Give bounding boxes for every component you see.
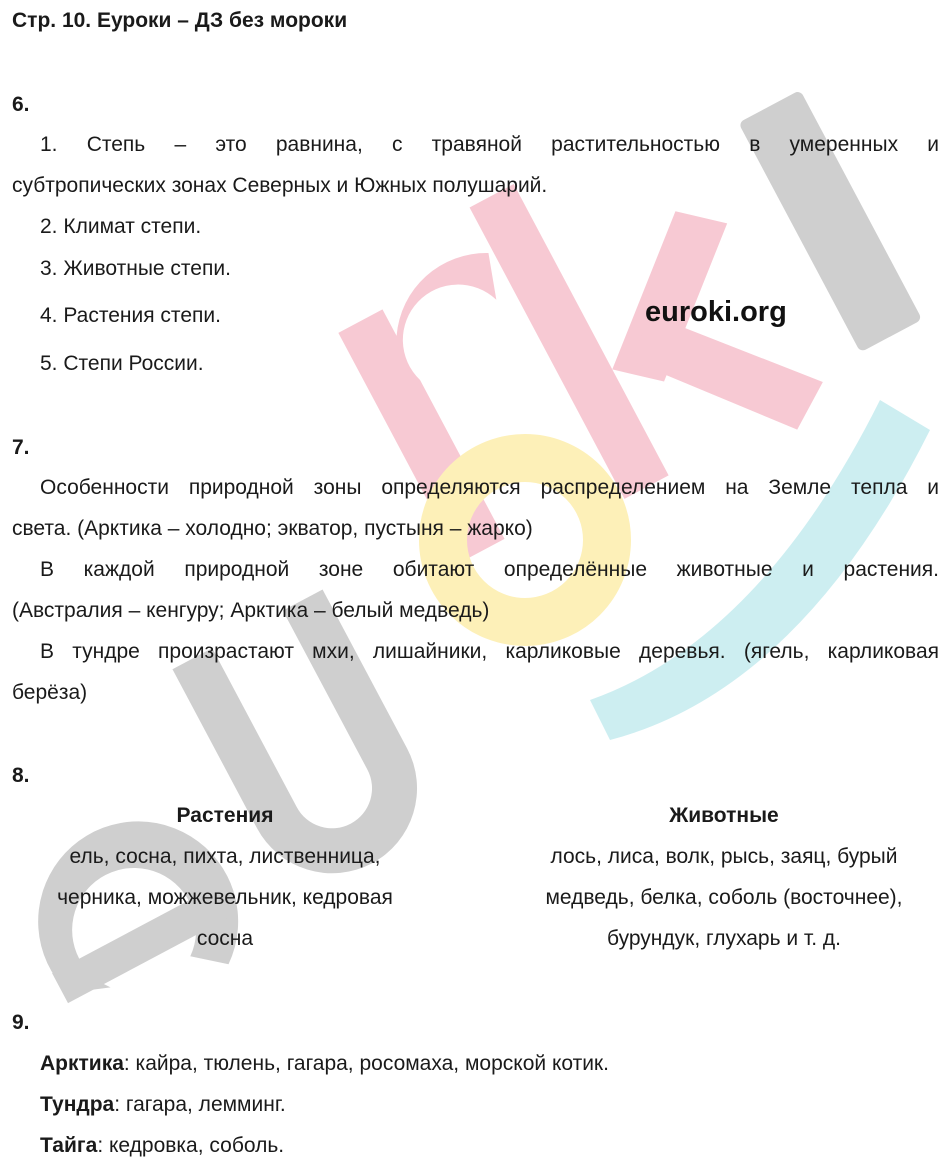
task-8-number: 8. bbox=[12, 764, 30, 787]
task-6-item-4: 4. Растения степи. bbox=[40, 304, 221, 327]
page-title: Стр. 10. Еуроки – ДЗ без мороки bbox=[12, 9, 348, 32]
task-7-paragraph-2-line-2: (Австралия – кенгуру; Арктика – белый медведь) bbox=[12, 599, 490, 622]
task-6-item-5: 5. Степи России. bbox=[40, 352, 204, 375]
task-6-item-1-line-1: 1. Степь – это равнина, с травяной растительностью в умеренных и bbox=[40, 133, 939, 156]
task-9-number: 9. bbox=[12, 1011, 30, 1034]
task-9-arctic-line bbox=[40, 1052, 609, 1076]
taiga-label: Тайга bbox=[40, 1134, 98, 1157]
task-9-taiga-line bbox=[40, 1134, 284, 1158]
task-7-number: 7. bbox=[12, 436, 30, 459]
taiga-animals: : кедровка, соболь. bbox=[97, 1134, 285, 1157]
animals-line-1: лось, лиса, волк, рысь, заяц, бурый bbox=[550, 845, 898, 869]
task-6-item-1-line-2: субтропических зонах Северных и Южных полушарий. bbox=[12, 174, 548, 197]
task-7-paragraph-3-line-2: берёза) bbox=[12, 681, 88, 704]
task-6-item-3: 3. Животные степи. bbox=[40, 257, 231, 280]
animals-heading: Животные bbox=[669, 804, 779, 827]
arctic-animals: : кайра, тюлень, гагара, росомаха, морской котик. bbox=[123, 1052, 609, 1075]
plants-line-3: сосна bbox=[196, 927, 254, 951]
task-7-paragraph-1-line-1: Особенности природной зоны определяются распределением на Земле тепла и bbox=[40, 476, 939, 499]
tundra-label: Тундра bbox=[40, 1093, 115, 1116]
task-7-paragraph-3-line-1: В тундре произрастают мхи, лишайники, карликовые деревья. (ягель, карликовая bbox=[40, 640, 939, 663]
plants-line-2: черника, можжевельник, кедровая bbox=[57, 886, 393, 910]
animals-column bbox=[500, 804, 948, 952]
animals-line-3: бурундук, глухарь и т. д. bbox=[607, 927, 841, 951]
task-9-tundra-line bbox=[40, 1093, 286, 1117]
task-7-paragraph-1-line-2: света. (Арктика – холодно; экватор, пустыня – жарко) bbox=[12, 517, 533, 540]
task-6-number: 6. bbox=[12, 93, 30, 116]
brand-url: euroki.org bbox=[645, 296, 787, 328]
task-7-paragraph-2-line-1: В каждой природной зоне обитают определённые животные и растения. bbox=[40, 558, 939, 581]
tundra-animals: : гагара, лемминг. bbox=[114, 1093, 286, 1116]
animals-line-2: медведь, белка, соболь (восточнее), bbox=[545, 886, 903, 910]
plants-heading: Растения bbox=[176, 804, 274, 827]
arctic-label: Арктика bbox=[40, 1052, 124, 1075]
plants-line-1: ель, сосна, пихта, лиственница, bbox=[69, 845, 381, 869]
plants-column bbox=[12, 804, 438, 952]
task-6-item-2: 2. Климат степи. bbox=[40, 215, 202, 238]
